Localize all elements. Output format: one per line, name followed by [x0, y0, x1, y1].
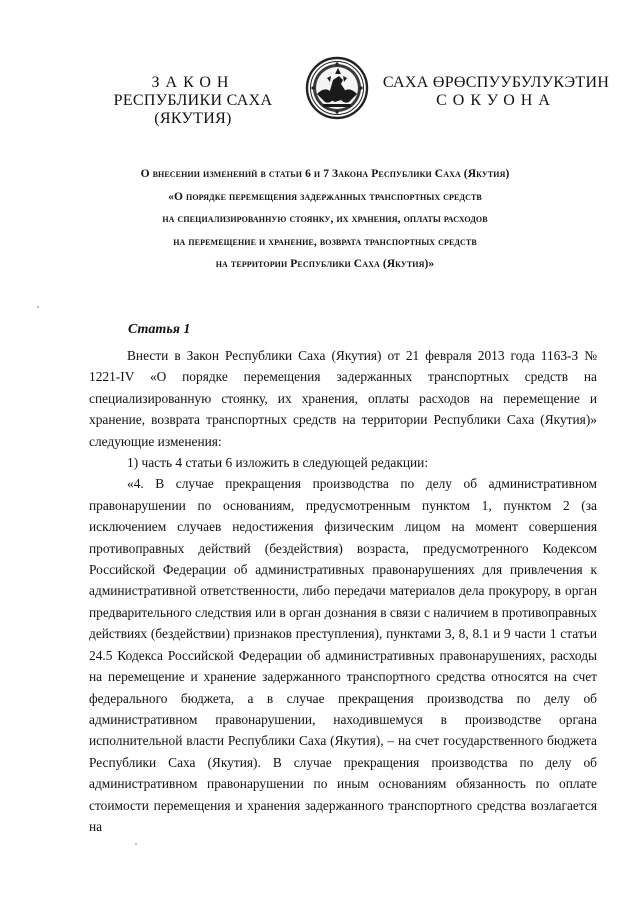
header-right [380, 74, 612, 110]
coat-of-arms-icon [305, 56, 369, 120]
paragraph: Внести в Закон Республики Саха (Якутия) от 21 февраля 2013 года 1163-З № 1221-IV «О порядке перемещения задержанных транспортных средств на специализированную стоянку, их хранения, оплаты расходов на перемещение и хранение, возврата транспортных средств на территории Республики Саха (Якутия)» следующие изменения: [89, 348, 597, 449]
article-body [89, 345, 597, 837]
paragraph: «4. В случае прекращения производства по делу об административном правонарушении по основаниям, предусмотренным пунктом 1, пунктом 2 (за исключением случаев недостижения физическим лицом на момент совершения противоправных действий (бездействия) возраста, предусмотренного Кодексом Российской Федерации об административных правонарушениях для привлечения к административной ответственности, либо передачи материалов дела прокурору, в орган предварительного следствия или в орган дознания в связи с наличием в противоправных действиях (бездействии) признаков преступления), пунктами 3, 8, 8.1 и 9 части 1 статьи 24.5 Кодекса Российской Федерации об административных правонарушениях, расходы на перемещение и хранение задержанного транспортного средства относятся на счет федерального бюджета, а в случае прекращения производства по делу об административном правонарушении, находившемуся в производстве органа исполнительной власти Республики Саха (Якутия), – на счет государственного бюджета Республики Саха (Якутия). В случае прекращения производства по делу об административном правонарушении по иным основаниям обязанность по оплате стоимости перемещения и хранения задержанного транспортного средства возлагается на [89, 476, 597, 834]
paragraph: 1) часть 4 статьи 6 изложить в следующей редакции: [127, 455, 429, 471]
header-right-law: СОКУОНА [436, 92, 556, 109]
title-line: «О порядке перемещения задержанных транспортных средств [168, 190, 482, 203]
title-line: О внесении изменений в статьи 6 и 7 Закона Республики Саха (Якутия) [140, 168, 510, 180]
article-heading: Статья 1 [128, 322, 191, 337]
scan-speck [135, 843, 137, 845]
scan-speck [37, 306, 39, 308]
header-left-law: ЗАКОН [151, 74, 235, 91]
title-line: на специализированную стоянку, их хранения, оплаты расходов [162, 213, 488, 225]
header-left-republic: РЕСПУБЛИКИ САХА (ЯКУТИЯ) [113, 92, 273, 127]
document-title [100, 163, 550, 276]
title-line: на перемещение и хранение, возврата транспортных средств [173, 235, 477, 248]
title-line: на территории Республики Саха (Якутия)» [215, 258, 435, 270]
header-right-republic: САХА ӨРӨСПУУБУЛУКЭТИН [382, 74, 610, 91]
header-left [88, 74, 298, 128]
